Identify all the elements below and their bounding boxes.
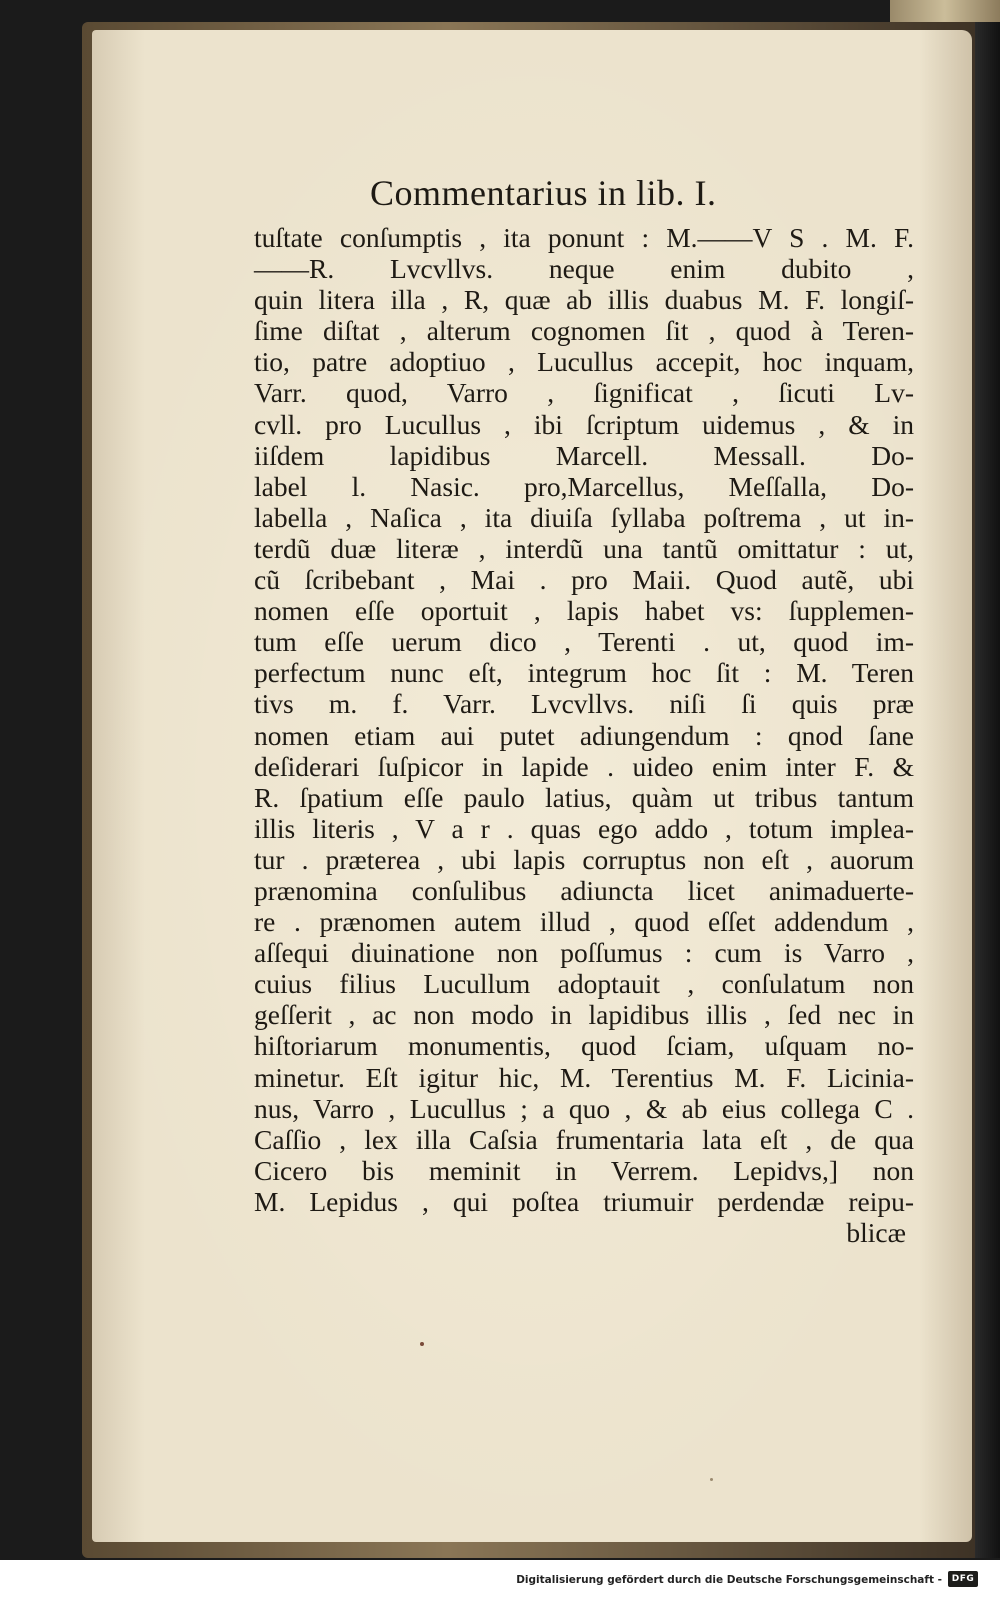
text-line: ſime diſtat , alterum cognomen ſit , quod à Teren- (254, 315, 914, 347)
text-line: nomen etiam aui putet adiungendum : qnod ſane (254, 719, 914, 751)
text-line: tur . præterea , ubi lapis corruptus non eſt , auorum (254, 843, 914, 875)
text-line: cvll. pro Lucullus , ibi ſcriptum uidemus , & in (254, 408, 914, 440)
catchword: blicæ (846, 1217, 906, 1248)
text-line: tio, patre adoptiuo , Lucullus accepit, hoc inquam, (254, 346, 914, 378)
text-line: minetur. Eſt igitur hic, M. Terentius M. F. Licinia- (254, 1061, 914, 1093)
text-line: hiſtoriarum monumentis, quod ſciam, uſquam no- (254, 1030, 914, 1062)
text-line: cuius filius Lucullum adoptauit , conſulatum non (254, 968, 914, 1000)
dfg-logo: DFG (948, 1571, 978, 1587)
paper-speck (420, 1342, 424, 1346)
text-line: tum eſſe uerum dico , Terenti . ut, quod im- (254, 626, 914, 658)
text-line: Varr. quod, Varro , ſignificat , ſicuti Lv- (254, 377, 914, 409)
page-corner-tab (890, 0, 1000, 22)
text-line: quin litera illa , R, quæ ab illis duabus M. F. longiſ- (254, 284, 914, 316)
text-line: nomen eſſe oportuit , lapis habet vs: ſupplemen- (254, 595, 914, 627)
funding-credit: Digitalisierung gefördert durch die Deutsche Forschungsgemeinschaft - (516, 1574, 942, 1586)
text-line: Caſſio , lex illa Caſsia frumentaria lata eſt , de qua (254, 1123, 914, 1155)
text-line: re . prænomen autem illud , quod eſſet addendum , (254, 906, 914, 938)
text-line: tivs m. f. Varr. Lvcvllvs. niſi ſi quis præ (254, 688, 914, 720)
text-line: prænomina conſulibus adiuncta licet animaduerte- (254, 874, 914, 906)
text-line: deſiderari ſuſpicor in lapide . uideo enim inter F. & (254, 750, 914, 782)
text-line: terdũ duæ literæ , interdũ una tantũ omittatur : ut, (254, 532, 914, 564)
text-line: cũ ſcribebant , Mai . pro Maii. Quod autẽ, ubi (254, 564, 914, 596)
text-line: illis literis , V a r . quas ego addo , totum implea- (254, 812, 914, 844)
text-line: Cicero bis meminit in Verrem. Lepidvs,] non (254, 1154, 914, 1186)
text-line: aſſequi diuinatione non poſſumus : cum is Varro , (254, 937, 914, 969)
text-line: R. ſpatium eſſe paulo latius, quàm ut tribus tantum (254, 781, 914, 813)
text-line: iiſdem lapidibus Marcell. Messall. Do- (254, 439, 914, 471)
text-line: tuſtate conſumptis , ita ponunt : M.——V S . M. F. (254, 222, 914, 253)
text-line: nus, Varro , Lucullus ; a quo , & ab eius collega C . (254, 1092, 914, 1124)
right-page-edge (975, 22, 1000, 1558)
running-head: Commentarius in lib. I. (370, 173, 717, 213)
text-line: M. Lepidus , qui poſtea triumuir perdendæ reipu- (254, 1185, 914, 1217)
paper-speck (710, 1478, 713, 1481)
text-line: labella , Naſica , ita diuiſa ſyllaba poſtrema , ut in- (254, 501, 914, 533)
text-line: geſſerit , ac non modo in lapidibus illis , ſed nec in (254, 999, 914, 1031)
text-line: ——R. Lvcvllvs. neque enim dubito , (254, 253, 914, 285)
text-line: label l. Nasic. pro,Marcellus, Meſſalla, Do- (254, 470, 914, 502)
text-body (254, 222, 914, 1248)
text-line: perfectum nunc eſt, integrum hoc ſit : M. Teren (254, 657, 914, 689)
